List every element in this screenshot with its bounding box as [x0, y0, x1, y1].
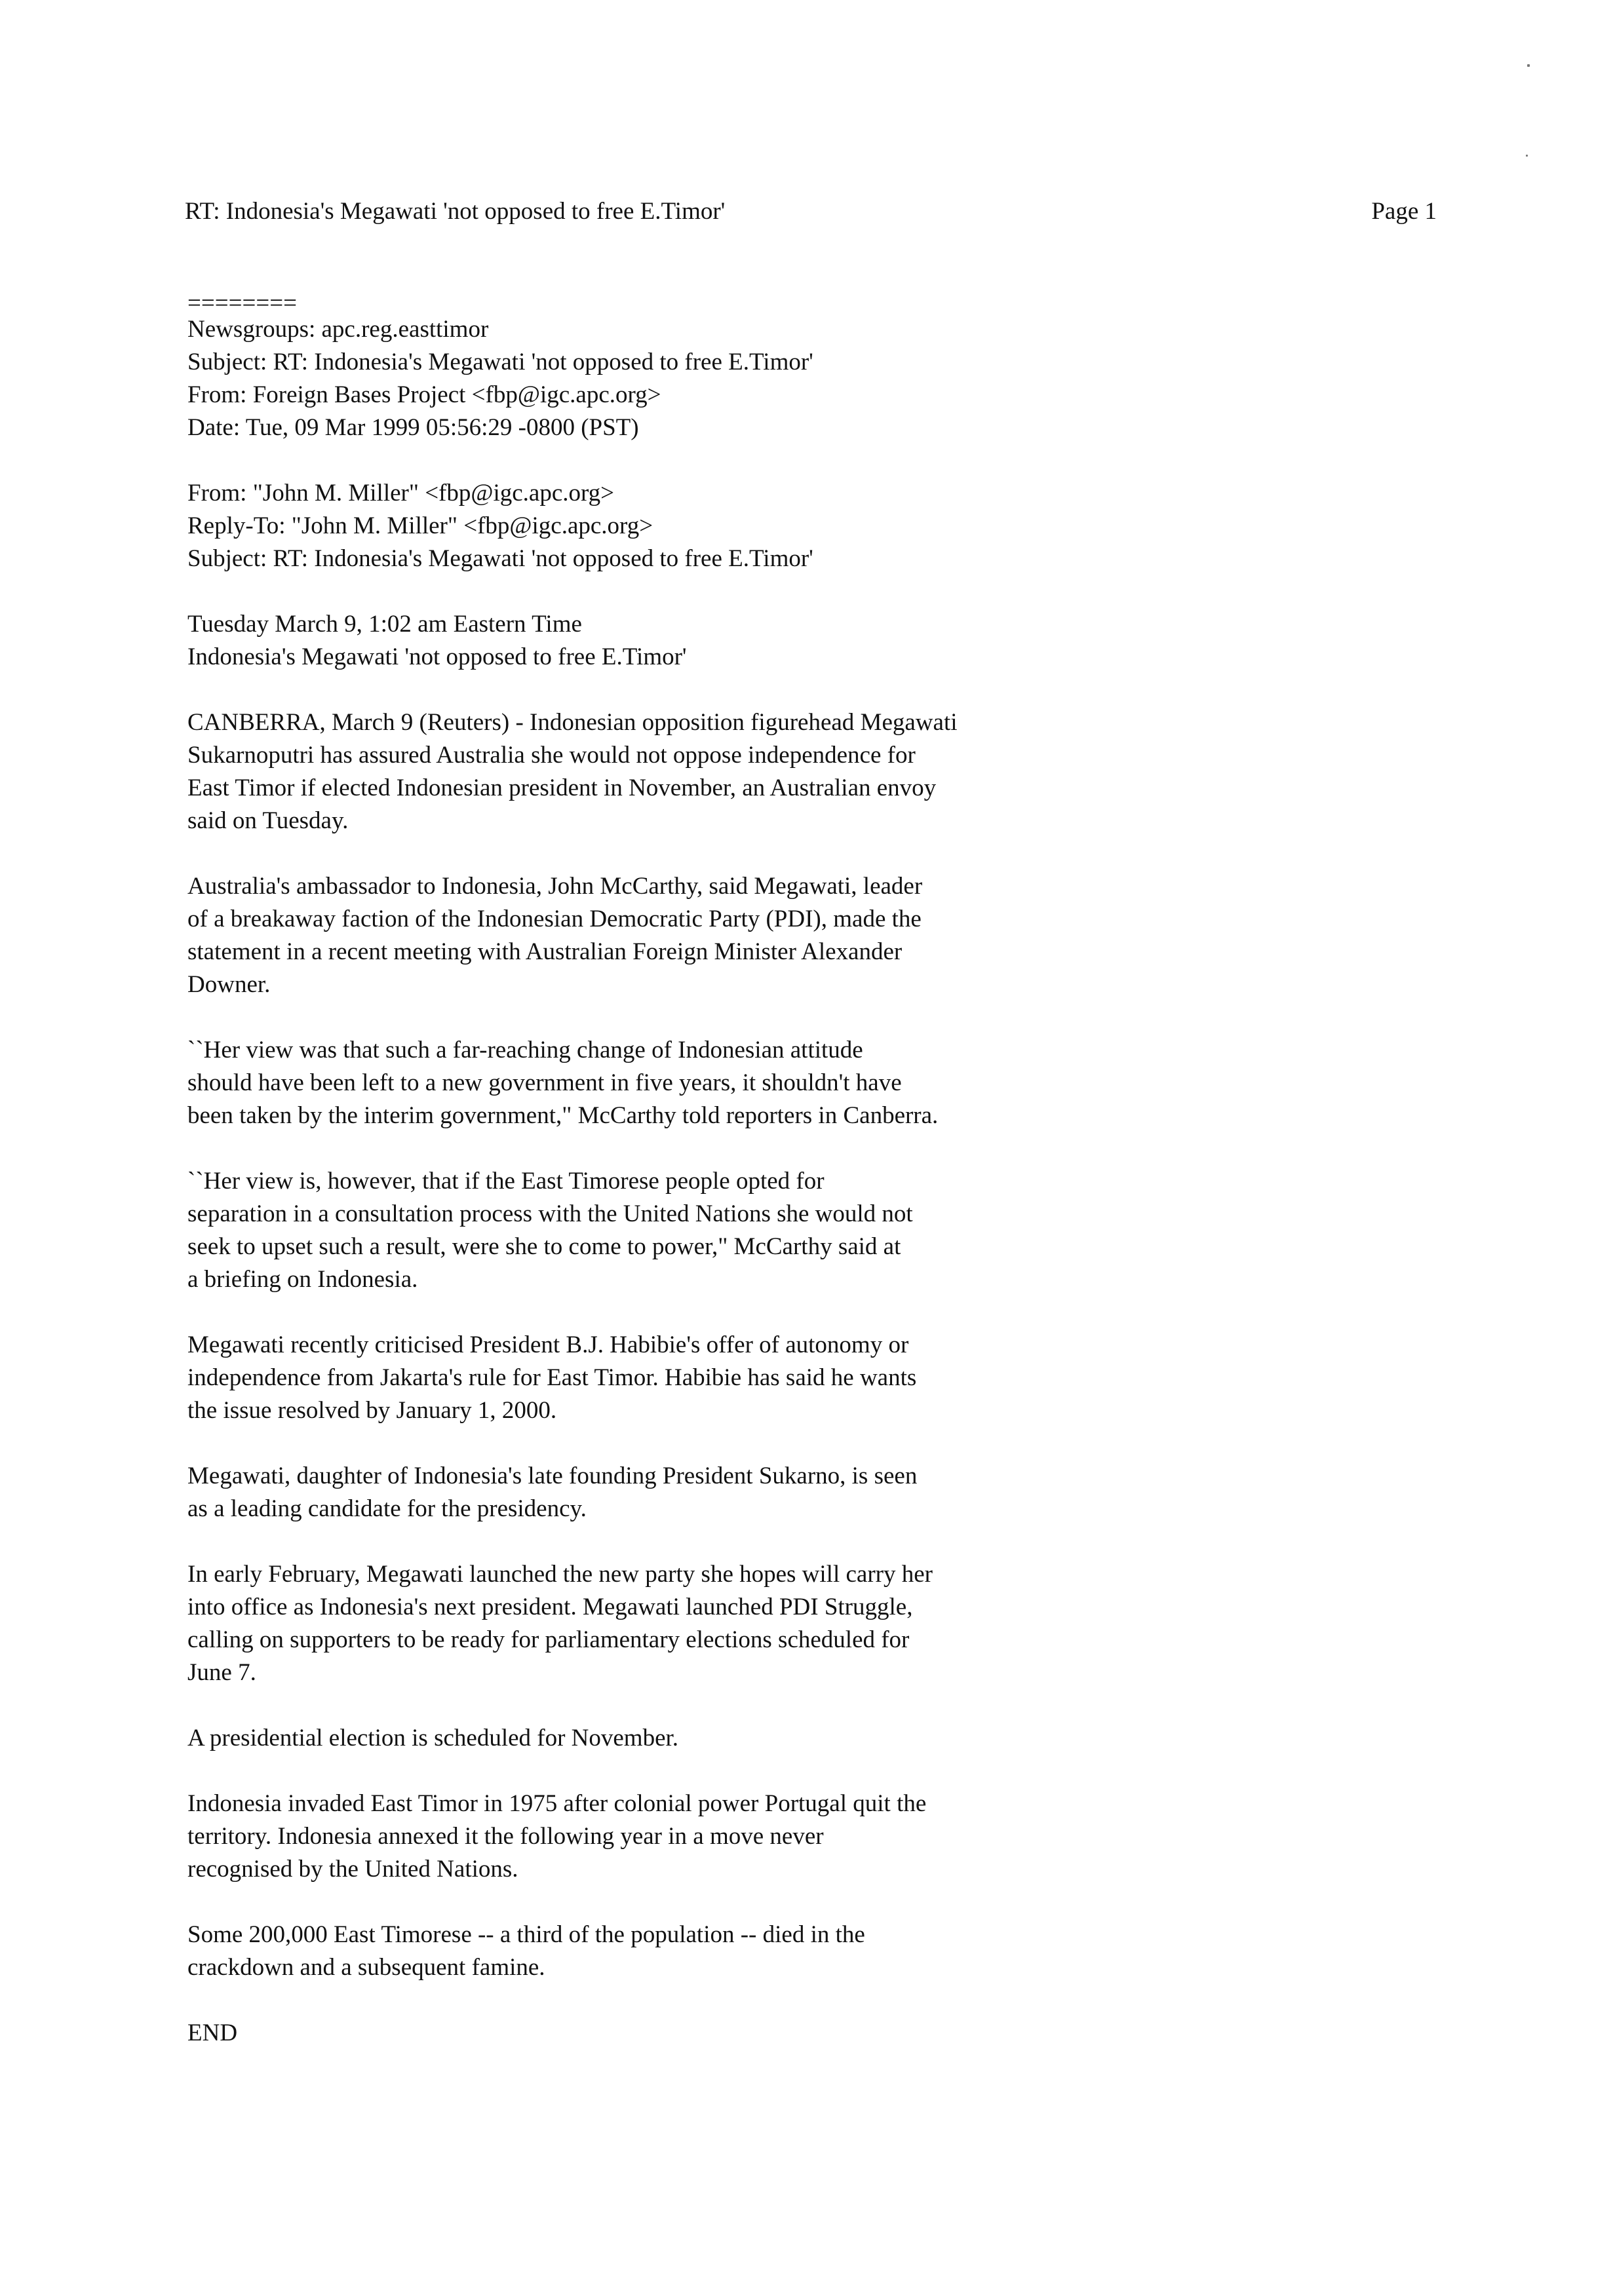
- text-line: Date: Tue, 09 Mar 1999 05:56:29 -0800 (PST): [187, 414, 639, 441]
- text-line: been taken by the interim government," McCarthy told reporters in Canberra.: [187, 1102, 939, 1129]
- document-body: [187, 290, 1171, 2050]
- page-number: Page 1: [1371, 198, 1437, 225]
- text-line: Some 200,000 East Timorese -- a third of the population -- died in the: [187, 1921, 865, 1948]
- paragraph: [187, 706, 1171, 837]
- text-line: ``Her view is, however, that if the East Timorese people opted for: [187, 1168, 825, 1195]
- paragraph: [187, 477, 1171, 575]
- text-line: From: "John M. Miller" <fbp@igc.apc.org>: [187, 480, 615, 507]
- text-line: Sukarnoputri has assured Australia she would not oppose independence for: [187, 742, 916, 769]
- paragraph: [187, 1034, 1171, 1132]
- text-line: a briefing on Indonesia.: [187, 1266, 418, 1293]
- text-line: should have been left to a new government in five years, it shouldn't have: [187, 1069, 902, 1096]
- text-line: ``Her view was that such a far-reaching change of Indonesian attitude: [187, 1037, 863, 1063]
- paragraph: [187, 1329, 1171, 1427]
- text-line: Tuesday March 9, 1:02 am Eastern Time: [187, 611, 582, 638]
- text-line: independence from Jakarta's rule for East Timor. Habibie has said he wants: [187, 1364, 917, 1391]
- text-line: as a leading candidate for the presidency.: [187, 1495, 587, 1522]
- text-line: June 7.: [187, 1659, 256, 1686]
- scan-speck: [1526, 155, 1528, 157]
- text-line: Indonesia invaded East Timor in 1975 after colonial power Portugal quit the: [187, 1790, 927, 1817]
- text-line: Megawati recently criticised President B.J. Habibie's offer of autonomy or: [187, 1331, 909, 1358]
- paragraph: [187, 1722, 1171, 1755]
- text-line: separation in a consultation process with the United Nations she would not: [187, 1200, 913, 1227]
- text-line: A presidential election is scheduled for November.: [187, 1725, 679, 1751]
- paragraph-list: [187, 313, 1171, 1984]
- text-line: In early February, Megawati launched the new party she hopes will carry her: [187, 1561, 933, 1588]
- paragraph: [187, 1460, 1171, 1525]
- text-line: CANBERRA, March 9 (Reuters) - Indonesian opposition figurehead Megawati: [187, 709, 958, 736]
- paragraph: [187, 1788, 1171, 1886]
- page-header-title: RT: Indonesia's Megawati 'not opposed to free E.Timor': [185, 198, 726, 225]
- text-line: Newsgroups: apc.reg.easttimor: [187, 316, 489, 343]
- paragraph: [187, 313, 1171, 444]
- text-line: From: Foreign Bases Project <fbp@igc.apc.org>: [187, 381, 661, 408]
- paragraph: [187, 608, 1171, 674]
- text-line: statement in a recent meeting with Australian Foreign Minister Alexander: [187, 938, 903, 965]
- text-line: into office as Indonesia's next president. Megawati launched PDI Struggle,: [187, 1594, 913, 1620]
- paragraph: [187, 1165, 1171, 1296]
- text-line: seek to upset such a result, were she to come to power," McCarthy said at: [187, 1233, 901, 1260]
- paragraph: [187, 1919, 1171, 1984]
- end-marker: END: [187, 2019, 238, 2046]
- paragraph: [187, 1558, 1171, 1689]
- text-line: calling on supporters to be ready for parliamentary elections scheduled for: [187, 1626, 910, 1653]
- text-line: Megawati, daughter of Indonesia's late founding President Sukarno, is seen: [187, 1463, 918, 1489]
- text-line: territory. Indonesia annexed it the following year in a move never: [187, 1823, 824, 1850]
- separator-line: ========: [187, 290, 297, 316]
- scan-speck: [1527, 64, 1530, 67]
- text-line: Australia's ambassador to Indonesia, John McCarthy, said Megawati, leader: [187, 873, 923, 900]
- text-line: recognised by the United Nations.: [187, 1856, 518, 1883]
- text-line: Reply-To: "John M. Miller" <fbp@igc.apc.org>: [187, 512, 653, 539]
- text-line: crackdown and a subsequent famine.: [187, 1954, 545, 1981]
- text-line: Subject: RT: Indonesia's Megawati 'not opposed to free E.Timor': [187, 545, 813, 572]
- text-line: said on Tuesday.: [187, 807, 349, 834]
- text-line: Subject: RT: Indonesia's Megawati 'not opposed to free E.Timor': [187, 349, 813, 375]
- text-line: Downer.: [187, 971, 271, 998]
- paragraph: [187, 870, 1171, 1001]
- text-line: of a breakaway faction of the Indonesian Democratic Party (PDI), made the: [187, 906, 922, 932]
- text-line: the issue resolved by January 1, 2000.: [187, 1397, 557, 1424]
- text-line: East Timor if elected Indonesian president in November, an Australian envoy: [187, 775, 937, 801]
- text-line: Indonesia's Megawati 'not opposed to free E.Timor': [187, 643, 687, 670]
